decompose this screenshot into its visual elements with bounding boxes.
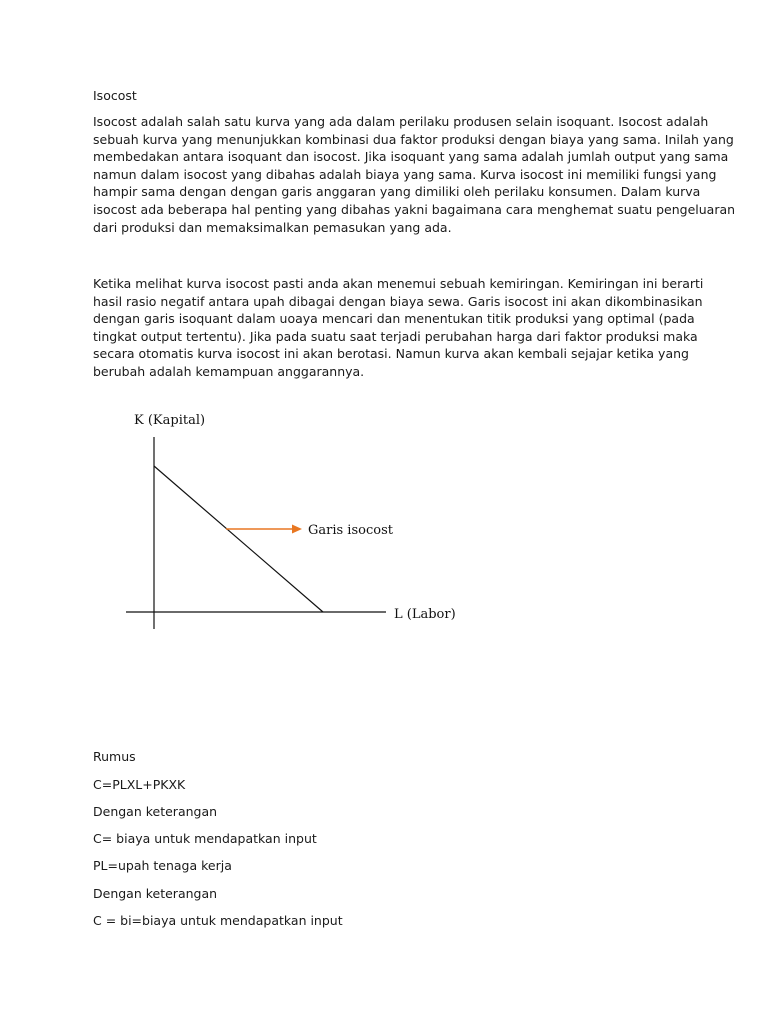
paragraph-line: dengan garis isoquant dalam uoaya mencari dan menentukan titik produksi yang optimal (pada [93,311,695,327]
paragraph-line: namun dalam isocost yang dibahas adalah biaya yang sama. Kurva isocost ini memiliki fungsi yang [93,166,717,182]
arrow-head-icon [292,525,302,534]
paragraph-line: Isocost adalah salah satu kurva yang ada dalam perilaku produsen selain isoquant. Isocost adalah [93,114,709,129]
paragraph-line: secara otomatis kurva isocost ini akan berotasi. Namun kurva akan kembali sejajar ketika yang [93,346,689,362]
formula-note-heading: Dengan keterangan [93,886,218,901]
formula-note-heading: Dengan keterangan [93,804,218,819]
paragraph-line: Ketika melihat kurva isocost pasti anda akan menemui sebuah kemiringan. Kemiringan ini berarti [93,276,704,291]
paragraph-line: dari produksi dan memaksimalkan pemasukan yang ada. [93,219,452,235]
paragraph-line: tingkat output tertentu). Jika pada suatu saat terjadi perubahan harga dari faktor produksi maka [93,328,698,344]
paragraph-line: sebuah kurva yang menunjukkan kombinasi dua faktor produksi dengan biaya yang sama. Inilah yang [93,131,734,147]
paragraph-line: isocost ada beberapa hal penting yang dibahas yakni bagaimana cara menghemat suatu pengeluaran [93,201,736,217]
y-axis-label: K (Kapital) [134,413,206,428]
document-title: Isocost [93,88,137,103]
x-axis-label: L (Labor) [394,607,456,622]
curve-label: Garis isocost [308,523,393,538]
formula-definition: PL=upah tenaga kerja [93,858,232,873]
formula-definition: C= biaya untuk mendapatkan input [93,831,317,846]
formula-heading: Rumus [93,749,136,764]
paragraph-line: berubah adalah kemampuan anggarannya. [93,363,365,379]
formula-definition: C = bi=biaya untuk mendapatkan input [93,913,343,928]
paragraph-line: hampir sama dengan dengan garis anggaran yang dimiliki oleh perilaku konsumen. Dalam kurva [93,184,701,200]
isocost-line [154,466,323,612]
formula-equation: C=PLXL+PKXK [93,777,186,792]
paragraph-intro [93,113,736,236]
paragraph-line: membedakan antara isoquant dan isocost. Jika isoquant yang sama adalah jumlah output yang sama [93,149,729,165]
paragraph-slope [93,275,704,381]
paragraph-line: hasil rasio negatif antara upah dibagai dengan biaya sewa. Garis isocost ini akan dikombinasikan [93,293,703,309]
isocost-diagram [120,400,480,640]
